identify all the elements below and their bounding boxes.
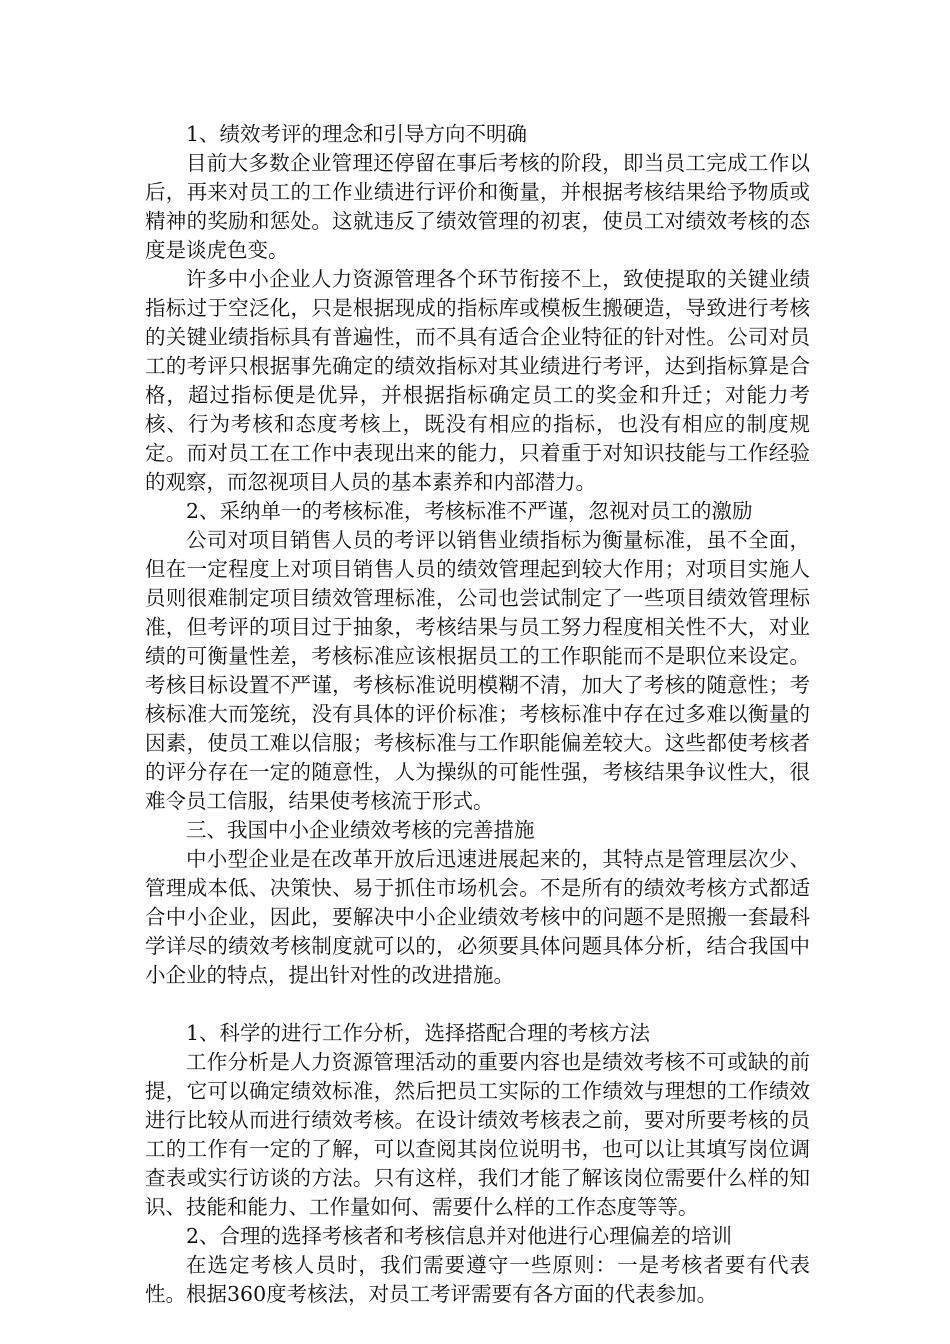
section-heading-2-select-assessors: 2、合理的选择考核者和考核信息并对他进行心理偏差的培训 xyxy=(186,1224,733,1248)
document-page xyxy=(145,120,810,1309)
chapter-heading-3-improvement-measures: 三、我国中小企业绩效考核的完善措施 xyxy=(186,818,535,842)
body-paragraph: 许多中小企业人力资源管理各个环节衔接不上，致使提取的关键业绩指标过于空泛化，只是根据现成的指标库或模板生搬硬造，导致进行考核的关键业绩指标具有普遍性，而不具有适合企业特征的针对性。公司对员工的考评只根据事先确定的绩效指标对其业绩进行考评，达到指标算是合格，超过指标便是优异，并根据指标确定员工的奖金和升迁；对能力考核、行为考核和态度考核上，既没有相应的指标，也没有相应的制度规定。而对员工在工作中表现出来的能力，只着重于对知识技能与工作经验的观察，而忽视项目人员的基本素养和内部潜力。 xyxy=(145,267,810,494)
section-heading-2-single-standard: 2、采纳单一的考核标准，考核标准不严谨，忽视对员工的激励 xyxy=(186,499,753,523)
body-paragraph: 公司对项目销售人员的考评以销售业绩指标为衡量标准，虽不全面，但在一定程度上对项目销售人员的绩效管理起到较大作用；对项目实施人员则很难制定项目绩效管理标准，公司也尝试制定了一些项目绩效管理标准，但考评的项目过于抽象，考核结果与员工努力程度相关性不大，对业绩的可衡量性差，考核标准应该根据员工的工作职能而不是职位来设定。考核目标设置不严谨，考核标准说明模糊不清，加大了考核的随意性；考核标准大而笼统，没有具体的评价标准；考核标准中存在过多难以衡量的因素，使员工难以信服；考核标准与工作职能偏差较大。这些都使考核者的评分存在一定的随意性，人为操纵的可能性强，考核结果争议性大，很难令员工信服，结果使考核流于形式。 xyxy=(145,528,810,813)
body-paragraph: 目前大多数企业管理还停留在事后考核的阶段，即当员工完成工作以后，再来对员工的工作业绩进行评价和衡量，并根据考核结果给予物质或精神的奖励和惩处。这就违反了绩效管理的初衷，使员工对绩效考核的态度是谈虎色变。 xyxy=(145,151,810,262)
section-heading-1-unclear-concept: 1、绩效考评的理念和引导方向不明确 xyxy=(186,122,528,146)
body-paragraph: 中小型企业是在改革开放后迅速进展起来的，其特点是管理层次少、管理成本低、决策快、易于抓住市场机会。不是所有的绩效考核方式都适合中小企业，因此，要解决中小企业绩效考核中的问题不是照搬一套最科学详尽的绩效考核制度就可以的，必须要具体问题具体分析，结合我国中小企业的特点，提出针对性的改进措施。 xyxy=(145,847,810,987)
body-paragraph: 工作分析是人力资源管理活动的重要内容也是绩效考核不可或缺的前提，它可以确定绩效标准，然后把员工实际的工作绩效与理想的工作绩效进行比较从而进行绩效考核。在设计绩效考核表之前，要对所要考核的员工的工作有一定的了解，可以查阅其岗位说明书，也可以让其填写岗位调查表或实行访谈的方法。只有这样，我们才能了解该岗位需要什么样的知识、技能和能力、工作量如何、需要什么样的工作态度等等。 xyxy=(145,1050,810,1219)
section-heading-1-job-analysis: 1、科学的进行工作分析，选择搭配合理的考核方法 xyxy=(186,1021,651,1045)
body-paragraph: 在选定考核人员时，我们需要遵守一些原则：一是考核者要有代表性。根据360度考核法，对员工考评需要有各方面的代表参加。 xyxy=(145,1253,810,1306)
